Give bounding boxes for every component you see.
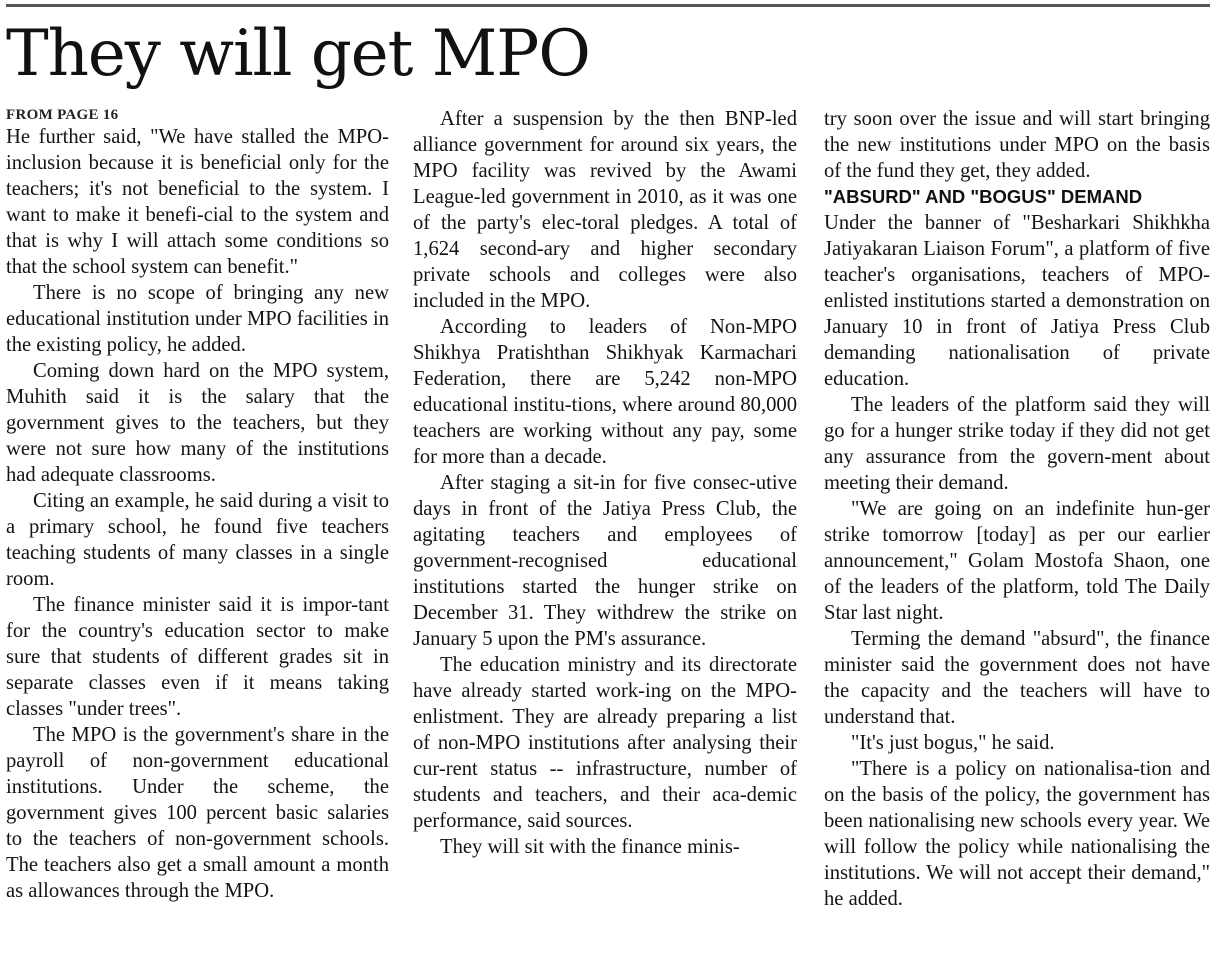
paragraph: He further said, "We have stalled the MPO-inclusion because it is beneficial only for the teachers; it's not beneficial to the system. I want to make it benefi-cial to the system and that is why I will attach some conditions so that the school system can benefit." xyxy=(6,126,389,278)
dateline: FROM PAGE 16 xyxy=(6,107,119,123)
paragraph: The MPO is the government's share in the payroll of non-government educational institutions. Under the scheme, the government gives 100 percent basic salaries to the teachers of non-government schools. The teachers also get a small amount a month as allowances through the MPO. xyxy=(6,724,389,902)
paragraph: The leaders of the platform said they will go for a hunger strike today if they did not get any assurance from the govern-ment about meeting their demand. xyxy=(824,394,1210,494)
paragraph: They will sit with the finance minis- xyxy=(440,836,740,858)
paragraph: Terming the demand "absurd", the finance minister said the government does not have the capacity and the teachers will have to understand that. xyxy=(824,628,1210,728)
paragraph: There is no scope of bringing any new educational institution under MPO facilities in the existing policy, he added. xyxy=(6,282,389,356)
paragraph: The education ministry and its directorate have already started work-ing on the MPO-enlistment. They are already preparing a list of non-MPO institutions after analysing their cur-rent status -- infrastructure, number of students and teachers, and their aca-demic performance, said sources. xyxy=(413,654,797,832)
article-column-2 xyxy=(413,106,797,860)
paragraph: After staging a sit-in for five consec-utive days in front of the Jatiya Press Club, the agitating teachers and employees of government-recognised educational institutions started the hunger strike on December 31. They withdrew the strike on January 5 upon the PM's assurance. xyxy=(413,472,797,650)
paragraph: "It's just bogus," he said. xyxy=(851,732,1055,754)
paragraph: According to leaders of Non-MPO Shikhya Pratishthan Shikhyak Karmachari Federation, there are 5,242 non-MPO educational institu-tions, where around 80,000 teachers are working without any pay, some for more than a decade. xyxy=(413,316,797,468)
headline: They will get MPO xyxy=(6,17,590,91)
top-rule xyxy=(6,4,1210,7)
paragraph: Citing an example, he said during a visit to a primary school, he found five teachers teaching students of many classes in a single room. xyxy=(6,490,389,590)
paragraph: Under the banner of "Besharkari Shikhkha Jatiyakaran Liaison Forum", a platform of five teacher's organisations, teachers of MPO-enlisted institutions started a demonstration on January 10 in front of Jatiya Press Club demanding nationalisation of private education. xyxy=(824,212,1210,390)
paragraph: Coming down hard on the MPO system, Muhith said it is the salary that the government gives to the teachers, but they were not sure how many of the institutions had adequate classrooms. xyxy=(6,360,389,486)
paragraph: "We are going on an indefinite hun-ger strike tomorrow [today] as per our earlier announcement," Golam Mostofa Shaon, one of the leaders of the platform, told The Daily Star last night. xyxy=(824,498,1210,624)
paragraph: "There is a policy on nationalisa-tion and on the basis of the policy, the government has been nationalising new schools every year. We will follow the policy while nationalising the institutions. We will not accept their demand," he added. xyxy=(824,758,1210,910)
paragraph: The finance minister said it is impor-tant for the country's education sector to make sure that students of different grades sit in separate classes even if it means taking classes "under trees". xyxy=(6,594,389,720)
article-column-3 xyxy=(824,106,1210,912)
paragraph: After a suspension by the then BNP-led alliance government for around six years, the MPO facility was revived by the Awami League-led government in 2010, as it was one of the party's elec-toral pledges. A total of 1,624 second-ary and higher secondary private schools and colleges were also included in the MPO. xyxy=(413,108,797,312)
paragraph: try soon over the issue and will start bringing the new institutions under MPO on the basis of the fund they get, they added. xyxy=(824,108,1210,182)
subheading: "ABSURD" AND "BOGUS" DEMAND xyxy=(824,186,1143,207)
article-column-1 xyxy=(6,106,389,904)
